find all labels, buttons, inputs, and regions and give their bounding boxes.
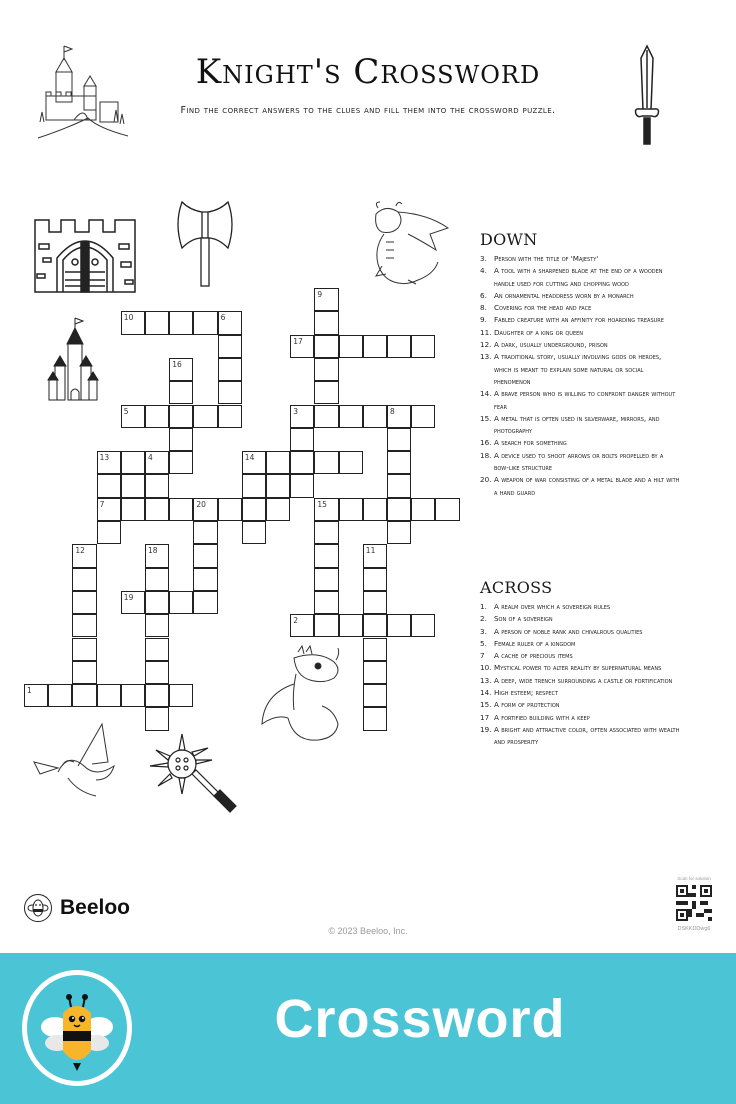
clue-text: Son of a sovereign: [494, 614, 553, 624]
crossword-cell[interactable]: [145, 568, 169, 591]
clue-number: 1: [27, 686, 32, 696]
crossword-cell[interactable]: [218, 498, 242, 521]
crossword-cell[interactable]: [242, 521, 266, 544]
clue-text: A cache of precious items: [494, 651, 573, 661]
clue-number: 17: [480, 712, 490, 722]
crossword-cell[interactable]: [339, 405, 363, 428]
clue-number: 3: [293, 406, 298, 416]
clue-number: 12.: [480, 340, 492, 350]
clue-text: A realm over which a sovereign rules: [494, 602, 611, 611]
clue-number: 16: [172, 359, 182, 369]
clue-text: Mystical power to alter reality by supernatural means: [494, 663, 662, 673]
crossword-cell[interactable]: [387, 428, 411, 451]
clue-number: 4: [148, 453, 153, 463]
down-clue: [480, 351, 680, 388]
down-clue: [480, 314, 680, 326]
clue-number: 14.: [480, 688, 492, 698]
crossword-cell[interactable]: [193, 521, 217, 544]
crossword-cell[interactable]: [387, 498, 411, 521]
crossword-cell[interactable]: [363, 684, 387, 707]
across-clues: [480, 578, 680, 749]
down-clue: [480, 450, 680, 475]
crossword-cell[interactable]: [24, 684, 48, 707]
crossword-cell[interactable]: [363, 661, 387, 684]
clue-number: 8: [390, 406, 395, 416]
qr-code-label: DSKKDDwg6: [677, 926, 711, 932]
down-clue: [480, 388, 680, 413]
clue-number: 8.: [480, 303, 487, 313]
crossword-cell[interactable]: [145, 707, 169, 730]
crossword-cell[interactable]: [72, 661, 96, 684]
crossword-cell[interactable]: [266, 451, 290, 474]
clue-text: A traditional story, usually involving gods or heroes, which is meant to explain some natural or social phenomenon: [494, 352, 662, 386]
crossword-cell[interactable]: [314, 568, 338, 591]
crossword-cell[interactable]: [339, 498, 363, 521]
clue-number: 3.: [480, 254, 487, 263]
crossword-cell[interactable]: [145, 474, 169, 497]
crossword-cell[interactable]: [145, 311, 169, 334]
clue-text: A dark, usually underground, prison: [494, 340, 608, 350]
crossword-cell[interactable]: [169, 684, 193, 707]
beeloo-logo[interactable]: [24, 894, 130, 922]
crossword-cell[interactable]: [387, 474, 411, 497]
crossword-cell[interactable]: [72, 591, 96, 614]
crossword-cell[interactable]: [363, 544, 387, 567]
crossword-cell[interactable]: [72, 614, 96, 637]
banner-title: Crossword: [274, 989, 566, 1049]
crossword-cell[interactable]: [169, 405, 193, 428]
clue-text: A metal that is often used in silverware, mirrors, and photography: [494, 413, 660, 436]
clue-number: 14.: [480, 389, 492, 399]
clue-number: 15.: [480, 413, 492, 423]
crossword-cell[interactable]: [145, 405, 169, 428]
instructions: Find the correct answers to the clues and fill them into the crossword puzzle.: [180, 105, 556, 116]
crossword-cell[interactable]: [363, 707, 387, 730]
crossword-cell[interactable]: [121, 684, 145, 707]
copyright: © 2023 Beeloo, Inc.: [328, 926, 408, 936]
crossword-cell[interactable]: [218, 335, 242, 358]
qr-code-icon[interactable]: [676, 884, 712, 922]
crossword-cell[interactable]: [121, 451, 145, 474]
crossword-cell[interactable]: [97, 451, 121, 474]
crossword-cell[interactable]: [266, 474, 290, 497]
across-clue: [480, 650, 680, 662]
crossword-cell[interactable]: [169, 591, 193, 614]
crossword-cell[interactable]: [169, 498, 193, 521]
crossword-cell[interactable]: [314, 591, 338, 614]
crossword-cell[interactable]: [314, 498, 338, 521]
crossword-cell[interactable]: [145, 544, 169, 567]
crossword-cell[interactable]: [339, 335, 363, 358]
crossword-cell[interactable]: [193, 498, 217, 521]
clue-text: A fortified building with a keep: [494, 712, 590, 722]
clue-text: A device used to shoot arrows or bolts propelled by a bow-like structure: [494, 450, 664, 473]
clue-text: A person of noble rank and chivalrous qualities: [494, 626, 643, 636]
crossword-cell[interactable]: [363, 335, 387, 358]
across-clue: [480, 699, 680, 711]
clue-number: 13: [99, 453, 110, 463]
clue-number: 13.: [480, 675, 492, 685]
down-heading: DOWN: [480, 230, 538, 249]
crossword-cell[interactable]: [387, 405, 411, 428]
qr-caption: Scan for solution: [677, 876, 711, 881]
crossword-cell[interactable]: [145, 638, 169, 661]
clue-text: A bright and attractive color, often associated with wealth and prosperity: [494, 724, 680, 747]
crossword-cell[interactable]: [363, 591, 387, 614]
clue-text: A form of protection: [494, 700, 560, 710]
crossword-cell[interactable]: [193, 544, 217, 567]
crossword-cell[interactable]: [339, 451, 363, 474]
crossword-cell[interactable]: [193, 568, 217, 591]
clue-number: 7: [480, 651, 485, 661]
crossword-cell[interactable]: [242, 498, 266, 521]
clue-number: 12: [75, 546, 85, 556]
crossword-cell[interactable]: [218, 381, 242, 404]
crossword-cell[interactable]: [411, 498, 435, 521]
crossword-cell[interactable]: [363, 498, 387, 521]
clue-number: 20: [196, 499, 206, 509]
clue-text: A brave person who is willing to confront danger without fear: [494, 389, 676, 411]
crossword-cell[interactable]: [411, 405, 435, 428]
clue-text: A weapon of war consisting of a metal blade and a hilt with a hand guard: [494, 475, 680, 497]
clue-number: 10.: [480, 663, 492, 673]
crossword-cell[interactable]: [72, 544, 96, 567]
crossword-cell[interactable]: [314, 521, 338, 544]
across-clue: [480, 724, 680, 749]
crossword-cell[interactable]: [48, 684, 72, 707]
crossword-cell[interactable]: [145, 661, 169, 684]
across-clue: [480, 613, 680, 625]
across-clue: [480, 687, 680, 699]
crossword-cell[interactable]: [145, 684, 169, 707]
crossword-cell[interactable]: [218, 311, 242, 334]
crossword-cell[interactable]: [363, 638, 387, 661]
clue-number: 5: [123, 406, 129, 416]
down-clue: [480, 474, 680, 499]
down-clues: [480, 230, 680, 499]
across-clue: [480, 675, 680, 687]
crossword-cell[interactable]: [290, 614, 314, 637]
crossword-cell[interactable]: [290, 335, 314, 358]
down-clue: [480, 437, 680, 449]
clue-number: 18.: [480, 450, 492, 460]
crossword-cell[interactable]: [314, 288, 338, 311]
brand-name: Beeloo: [60, 896, 131, 919]
crossword-cell[interactable]: [121, 405, 145, 428]
crossword-cell[interactable]: [387, 521, 411, 544]
down-clue: [480, 265, 680, 290]
down-clue-list: [480, 253, 680, 499]
crossword-cell[interactable]: [72, 638, 96, 661]
clue-number: 9: [317, 290, 323, 299]
crossword-cell[interactable]: [314, 544, 338, 567]
down-clue: [480, 302, 680, 314]
clue-text: A search for something: [494, 438, 567, 448]
crossword-cell[interactable]: [169, 451, 193, 474]
across-clue: [480, 638, 680, 650]
crossword-cell[interactable]: [411, 335, 435, 358]
crossword-cell[interactable]: [97, 684, 121, 707]
down-clue: [480, 327, 680, 339]
clue-text: Covering for the head and face: [494, 303, 592, 313]
crossword-cell[interactable]: [387, 614, 411, 637]
clue-number: 11.: [480, 327, 492, 337]
crossword-cell[interactable]: [121, 311, 145, 334]
clue-text: A tool with a sharpened blade at the end of a wooden handle used for cutting and chopping wood: [494, 266, 663, 288]
clue-text: Female ruler of a kingdom: [494, 638, 576, 648]
clue-number: 9.: [480, 315, 487, 325]
clue-number: 6.: [480, 290, 487, 300]
down-clue: [480, 339, 680, 351]
crossword-cell[interactable]: [290, 474, 314, 497]
clue-number: 15: [317, 499, 327, 509]
across-clue-list: [480, 601, 680, 749]
crossword-cell[interactable]: [266, 498, 290, 521]
across-clue: [480, 662, 680, 674]
down-clue: [480, 253, 680, 265]
crossword-cell[interactable]: [339, 614, 363, 637]
crossword-cell[interactable]: [314, 614, 338, 637]
across-clue: [480, 601, 680, 613]
crossword-cell[interactable]: [121, 591, 145, 614]
crossword-cell[interactable]: [193, 311, 217, 334]
crossword-cell[interactable]: [121, 498, 145, 521]
crossword-cell[interactable]: [72, 568, 96, 591]
crossword-cell[interactable]: [314, 358, 338, 381]
bee-mascot-icon: [22, 970, 132, 1086]
clue-number: 16.: [480, 438, 492, 448]
crossword-cell[interactable]: [193, 591, 217, 614]
clue-number: 4.: [480, 266, 487, 276]
clue-number: 6: [220, 313, 226, 323]
clue-text: An ornamental headdress worn by a monarch: [494, 290, 634, 300]
crossword-cell[interactable]: [387, 451, 411, 474]
crossword-cell[interactable]: [242, 474, 266, 497]
across-clue: [480, 712, 680, 724]
crossword-cell[interactable]: [387, 335, 411, 358]
crossword-cell[interactable]: [290, 451, 314, 474]
crossword-cell[interactable]: [242, 451, 266, 474]
crossword-cell[interactable]: [314, 311, 338, 334]
crossword-cell[interactable]: [314, 451, 338, 474]
crossword-cell[interactable]: [169, 428, 193, 451]
clue-number: 2.: [480, 614, 487, 624]
crossword-cell[interactable]: [218, 405, 242, 428]
clue-text: High esteem; respect: [494, 688, 559, 698]
clue-number: 19.: [480, 724, 492, 734]
crossword-cell[interactable]: [169, 358, 193, 381]
crossword-cell[interactable]: [314, 381, 338, 404]
crossword-cell[interactable]: [290, 428, 314, 451]
crossword-cell[interactable]: [363, 568, 387, 591]
clue-number: 14: [244, 453, 255, 463]
crossword-cell[interactable]: [411, 614, 435, 637]
clue-number: 7: [99, 499, 105, 509]
clue-text: Fabled creature with an affinity for hoarding treasure: [494, 315, 664, 325]
crossword-cell[interactable]: [435, 498, 459, 521]
down-clue: [480, 413, 680, 438]
clue-number: 17: [293, 336, 303, 346]
down-clue: [480, 290, 680, 302]
page-title: Knight's Crossword: [195, 52, 541, 92]
across-clue: [480, 626, 680, 638]
clue-number: 13.: [480, 352, 492, 362]
crossword-cell[interactable]: [193, 405, 217, 428]
clue-text: Daughter of a king or queen: [494, 327, 584, 337]
clue-number: 3.: [480, 626, 487, 636]
crossword-cell[interactable]: [97, 521, 121, 544]
crossword-cell[interactable]: [97, 474, 121, 497]
crossword-cell[interactable]: [314, 405, 338, 428]
clue-number: 19: [123, 592, 134, 602]
clue-number: 1.: [480, 602, 487, 611]
clue-number: 18: [148, 546, 158, 556]
crossword-cell[interactable]: [145, 498, 169, 521]
clue-number: 20.: [480, 475, 492, 485]
clue-number: 10: [123, 313, 134, 323]
crossword-cell[interactable]: [145, 614, 169, 637]
crossword-cell[interactable]: [290, 405, 314, 428]
crossword-cell[interactable]: [145, 451, 169, 474]
across-heading: ACROSS: [480, 578, 553, 597]
bee-logo-icon: [24, 894, 52, 922]
clue-number: 2: [293, 616, 298, 626]
crossword-cell[interactable]: [72, 684, 96, 707]
crossword-cell[interactable]: [169, 381, 193, 404]
clue-number: 5.: [480, 638, 487, 648]
crossword-cell[interactable]: [145, 591, 169, 614]
crossword-cell[interactable]: [169, 311, 193, 334]
crossword-cell[interactable]: [97, 498, 121, 521]
crossword-cell[interactable]: [121, 474, 145, 497]
clue-text: Person with the title of 'Majesty': [494, 254, 599, 263]
clue-text: A deep, wide trench surrounding a castle or fortification: [494, 675, 673, 685]
crossword-cell[interactable]: [218, 358, 242, 381]
crossword-cell[interactable]: [363, 405, 387, 428]
clue-number: 15.: [480, 700, 492, 710]
crossword-cell[interactable]: [314, 335, 338, 358]
crossword-cell[interactable]: [363, 614, 387, 637]
clue-number: 11: [365, 546, 376, 556]
